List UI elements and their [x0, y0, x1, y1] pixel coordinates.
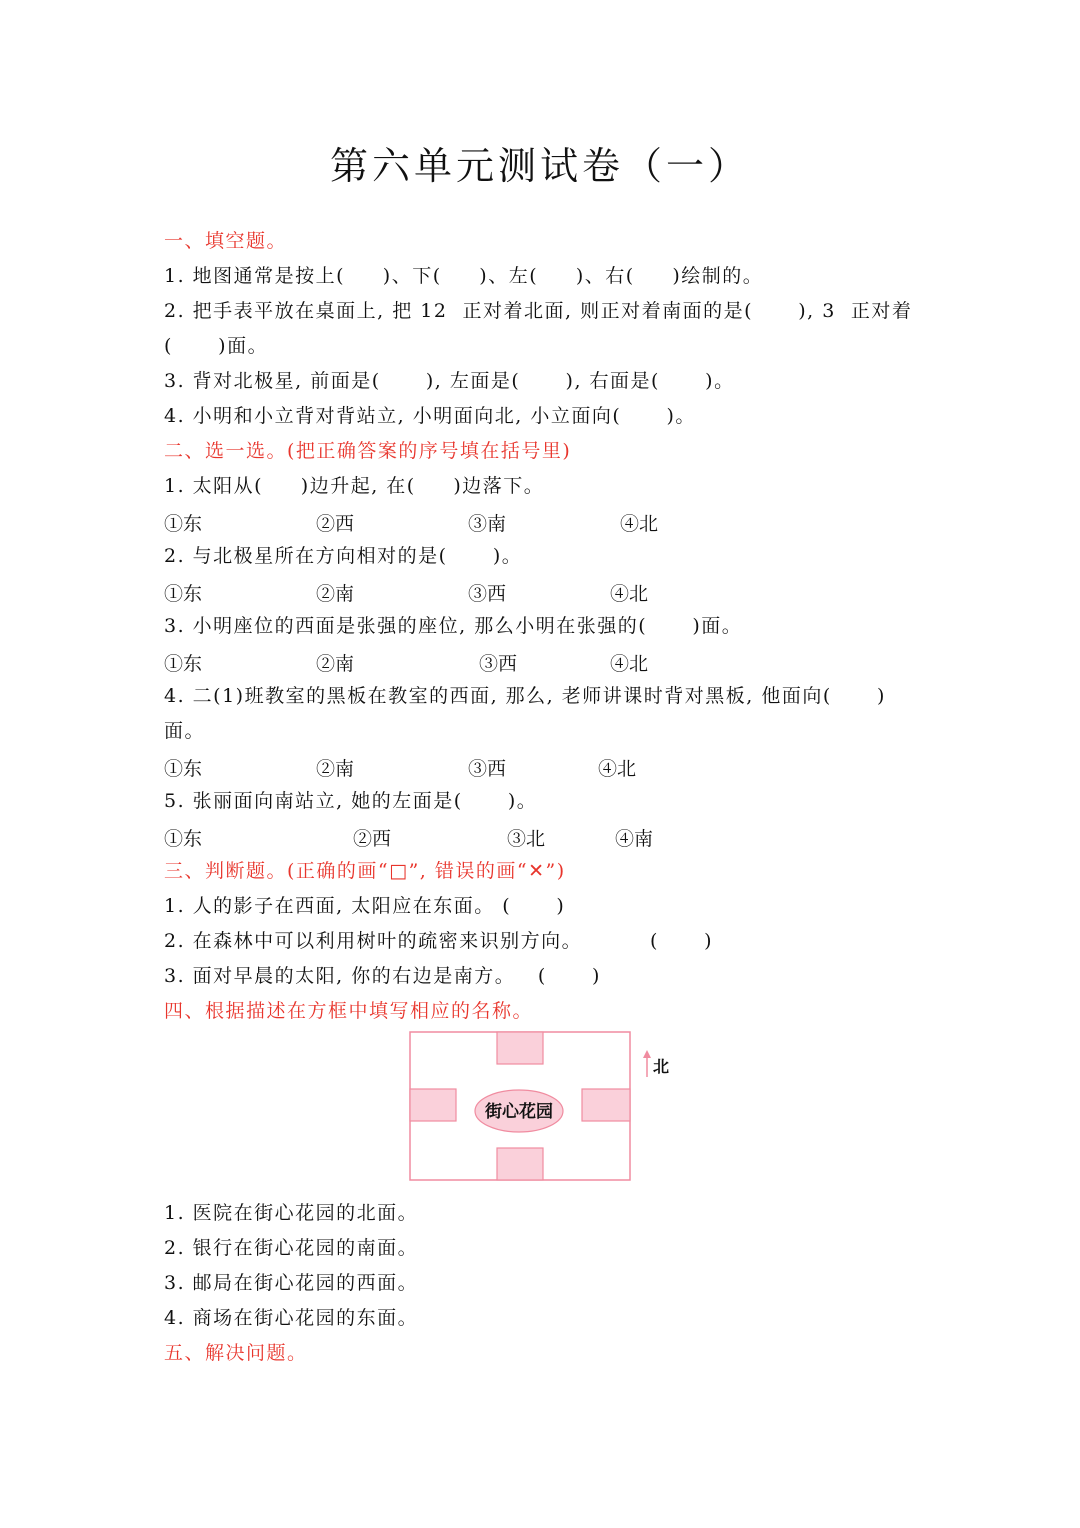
section-heading-2: 二、选一选。(把正确答案的序号填在括号里)	[164, 440, 572, 462]
option: ④北	[610, 653, 649, 675]
question-3-2: 2. 在森林中可以利用树叶的疏密来识别方向。 ( )	[164, 930, 714, 952]
section-heading-5: 五、解决问题。	[164, 1342, 308, 1364]
south-box	[497, 1148, 543, 1180]
east-box	[582, 1089, 630, 1121]
option: ④北	[598, 758, 637, 780]
option: ①东	[164, 583, 203, 605]
option: ④北	[620, 513, 659, 535]
question-2-2: 2. 与北极星所在方向相对的是( )。	[164, 545, 523, 567]
question-1-1: 1. 地图通常是按上( )、下( )、左( )、右( )绘制的。	[164, 265, 764, 287]
option: ①东	[164, 653, 203, 675]
option: ③南	[468, 513, 507, 535]
option: ①东	[164, 758, 203, 780]
question-4-4: 4. 商场在街心花园的东面。	[164, 1307, 419, 1329]
page-title: 第六单元测试卷（一）	[329, 144, 750, 188]
option: ③北	[507, 828, 546, 850]
option: ②南	[316, 653, 355, 675]
option: ①东	[164, 513, 203, 535]
option: ②西	[316, 513, 355, 535]
option: ③西	[479, 653, 518, 675]
option: ④北	[610, 583, 649, 605]
garden-label: 街心花园	[485, 1102, 553, 1122]
map-diagram	[400, 1025, 700, 1195]
question-2-1: 1. 太阳从( )边升起, 在( )边落下。	[164, 475, 545, 497]
question-2-4: 4. 二(1)班教室的黑板在教室的西面, 那么, 老师讲课时背对黑板, 他面向( )	[164, 685, 886, 707]
question-3-3: 3. 面对早晨的太阳, 你的右边是南方。 ( )	[164, 965, 601, 987]
option: ②南	[316, 583, 355, 605]
question-1-3: 3. 背对北极星, 前面是( ), 左面是( ), 右面是( )。	[164, 370, 735, 392]
question-1-2-cont: ( )面。	[164, 335, 269, 357]
option: ②南	[316, 758, 355, 780]
question-4-3: 3. 邮局在街心花园的西面。	[164, 1272, 419, 1294]
question-1-2: 2. 把手表平放在桌面上, 把 12 正对着北面, 则正对着南面的是( ), 3 正对着	[164, 300, 913, 322]
north-arrow-head	[643, 1050, 651, 1058]
option: ③西	[468, 583, 507, 605]
option: ③西	[468, 758, 507, 780]
question-2-5: 5. 张丽面向南站立, 她的左面是( )。	[164, 790, 538, 812]
question-2-3: 3. 小明座位的西面是张强的座位, 那么小明在张强的( )面。	[164, 615, 743, 637]
question-4-1: 1. 医院在街心花园的北面。	[164, 1202, 419, 1224]
option: ②西	[353, 828, 392, 850]
option: ④南	[615, 828, 654, 850]
option: ①东	[164, 828, 203, 850]
north-label: 北	[653, 1057, 670, 1076]
question-3-1: 1. 人的影子在西面, 太阳应在东面。 ( )	[164, 895, 566, 917]
section-heading-4: 四、根据描述在方框中填写相应的名称。	[164, 1000, 534, 1022]
west-box	[410, 1089, 456, 1121]
section-heading-1: 一、填空题。	[164, 230, 288, 252]
section-heading-3: 三、判断题。(正确的画“□”, 错误的画“✕”)	[164, 860, 566, 882]
north-box	[497, 1032, 543, 1064]
question-1-4: 4. 小明和小立背对背站立, 小明面向北, 小立面向( )。	[164, 405, 696, 427]
question-4-2: 2. 银行在街心花园的南面。	[164, 1237, 419, 1259]
question-2-4-cont: 面。	[164, 720, 206, 742]
